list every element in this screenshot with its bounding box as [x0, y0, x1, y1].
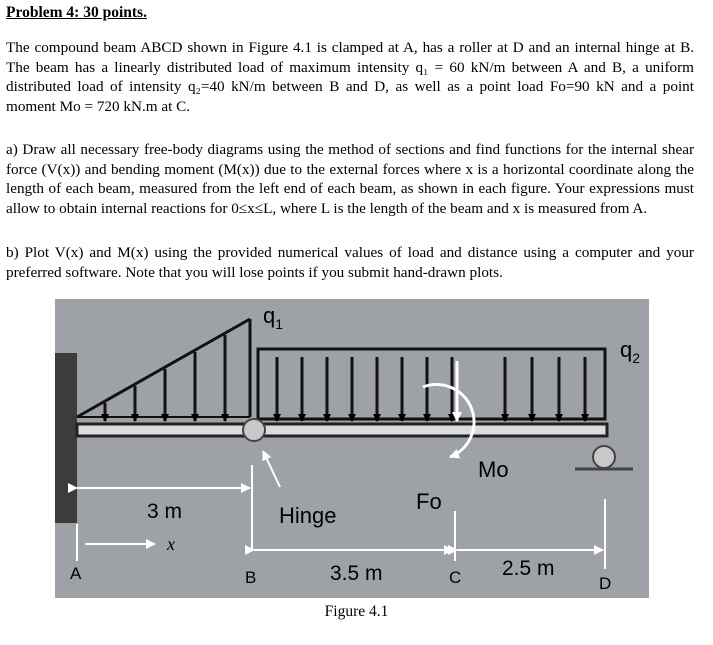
problem-statement: The compound beam ABCD shown in Figure 4.1 is clamped at A, has a roller at D and an internal hinge at B. The beam has a linearly distributed load of maximum intensity q₁ = 60 kN/m between A and B, a uniform distributed load of intensity q₂=40 kN/m between B and D, as well as a point load Fo=90 kN and a point moment Mo = 720 kN.m at C. [6, 39, 694, 115]
label-x-coordinate: x [167, 534, 175, 554]
label-q1: $q_1$ [263, 303, 284, 332]
part-b-text: b) Plot V(x) and M(x) using the provided numerical values of load and distance using a computer and your preferred software. Note that you will lose points if you submit hand-drawn plots. [6, 244, 694, 281]
label-hinge: Hinge [279, 503, 337, 528]
label-point-A: A [70, 564, 82, 583]
hinge-B [243, 419, 265, 441]
beam-figure [55, 299, 649, 598]
figure-background [55, 299, 649, 598]
label-point-B: B [245, 568, 257, 587]
label-q2: $q_2$ [620, 337, 641, 366]
beam-diagram [55, 299, 649, 598]
label-dim-CD: 2.5 m [502, 557, 555, 580]
figure-caption: Figure 4.1 [324, 603, 389, 620]
label-dim-AB: 3 m [147, 500, 183, 523]
beam [77, 424, 607, 436]
label-Mo: Mo [478, 457, 509, 482]
part-a-text: a) Draw all necessary free-body diagrams using the method of sections and find functions for the internal shear force (V(x)) and bending moment (M(x)) due to the external forces where x is a horizontal coordinate along the length of each beam, measured from the left end of each beam, as shown in each figure. Your expressions must allow to obtain internal reactions for 0≤x≤L, where L is the length of the beam and x is measured from A. [6, 141, 694, 217]
problem-title: Problem 4: 30 points. [6, 4, 147, 21]
label-dim-BC: 3.5 m [330, 562, 383, 585]
label-Fo: Fo [416, 489, 442, 514]
label-point-D: D [599, 574, 612, 593]
label-point-C: C [449, 568, 462, 587]
fixed-wall-A [55, 353, 77, 523]
